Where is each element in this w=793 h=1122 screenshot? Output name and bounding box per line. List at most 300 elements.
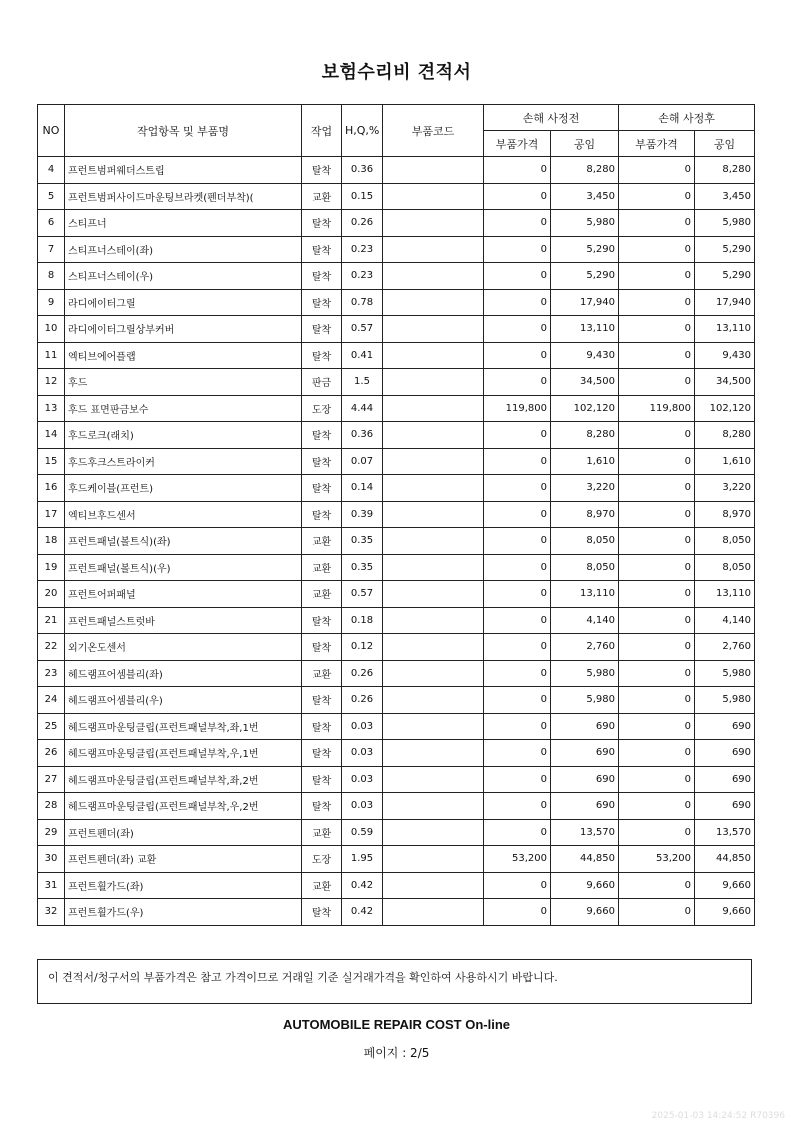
table-row: [38, 740, 755, 767]
row-no: 24: [38, 687, 65, 714]
row-labor-after: 5,980: [695, 660, 755, 687]
row-labor-before: 44,850: [551, 846, 619, 873]
row-hq: 1.5: [342, 369, 383, 396]
row-labor-after: 102,120: [695, 395, 755, 422]
row-work: 탈착: [302, 263, 342, 290]
row-hq: 0.59: [342, 819, 383, 846]
row-no: 4: [38, 157, 65, 184]
table-row: [38, 687, 755, 714]
row-item: 프런트휠가드(우): [65, 899, 302, 926]
row-item: 라디에이터그릴: [65, 289, 302, 316]
row-item: 프런트어퍼패널: [65, 581, 302, 608]
row-labor-before: 5,980: [551, 687, 619, 714]
row-labor-after: 5,980: [695, 687, 755, 714]
row-labor-after: 13,110: [695, 316, 755, 343]
table-row: [38, 607, 755, 634]
table-row: [38, 183, 755, 210]
row-work: 탈착: [302, 899, 342, 926]
row-no: 11: [38, 342, 65, 369]
row-no: 8: [38, 263, 65, 290]
row-part-code: [383, 740, 484, 767]
row-hq: 0.78: [342, 289, 383, 316]
row-work: 교환: [302, 581, 342, 608]
row-part-code: [383, 846, 484, 873]
table-row: [38, 793, 755, 820]
row-work: 탈착: [302, 793, 342, 820]
row-no: 18: [38, 528, 65, 555]
row-work: 탈착: [302, 687, 342, 714]
row-item: 헤드램프어셈블리(좌): [65, 660, 302, 687]
table-row: [38, 448, 755, 475]
row-hq: 0.57: [342, 581, 383, 608]
row-labor-before: 9,660: [551, 899, 619, 926]
row-labor-before: 690: [551, 793, 619, 820]
row-part-price-after: 0: [619, 819, 695, 846]
row-item: 프런트펜더(좌) 교환: [65, 846, 302, 873]
row-part-price-after: 119,800: [619, 395, 695, 422]
row-labor-before: 17,940: [551, 289, 619, 316]
row-part-price-before: 0: [484, 501, 551, 528]
table-row: [38, 554, 755, 581]
row-hq: 0.42: [342, 872, 383, 899]
row-part-price-before: 0: [484, 634, 551, 661]
row-part-code: [383, 634, 484, 661]
row-labor-after: 13,570: [695, 819, 755, 846]
row-no: 31: [38, 872, 65, 899]
row-hq: 4.44: [342, 395, 383, 422]
table-body: [38, 157, 755, 926]
row-hq: 0.26: [342, 660, 383, 687]
row-no: 14: [38, 422, 65, 449]
row-part-price-after: 0: [619, 210, 695, 237]
table-row: [38, 395, 755, 422]
row-part-price-after: 0: [619, 713, 695, 740]
row-hq: 1.95: [342, 846, 383, 873]
row-part-code: [383, 369, 484, 396]
row-labor-after: 8,280: [695, 157, 755, 184]
row-hq: 0.57: [342, 316, 383, 343]
row-work: 교환: [302, 554, 342, 581]
row-part-code: [383, 554, 484, 581]
row-part-price-before: 0: [484, 289, 551, 316]
header-hq: H,Q,%: [342, 105, 383, 157]
row-hq: 0.36: [342, 157, 383, 184]
row-labor-after: 17,940: [695, 289, 755, 316]
row-item: 프런트펜더(좌): [65, 819, 302, 846]
row-part-price-before: 0: [484, 660, 551, 687]
row-no: 32: [38, 899, 65, 926]
row-labor-before: 4,140: [551, 607, 619, 634]
row-work: 탈착: [302, 342, 342, 369]
row-part-price-before: 0: [484, 554, 551, 581]
row-labor-before: 1,610: [551, 448, 619, 475]
row-part-code: [383, 263, 484, 290]
row-part-code: [383, 687, 484, 714]
table-row: [38, 766, 755, 793]
row-labor-after: 8,280: [695, 422, 755, 449]
row-part-price-before: 0: [484, 581, 551, 608]
footer-brand: AUTOMOBILE REPAIR COST On-line: [282, 1017, 511, 1032]
row-part-price-after: 0: [619, 369, 695, 396]
row-part-price-after: 0: [619, 475, 695, 502]
row-part-code: [383, 395, 484, 422]
row-part-price-before: 0: [484, 793, 551, 820]
table-row: [38, 422, 755, 449]
row-work: 도장: [302, 395, 342, 422]
row-part-price-before: 0: [484, 369, 551, 396]
row-part-code: [383, 607, 484, 634]
row-part-price-after: 0: [619, 872, 695, 899]
row-item: 프런트휠가드(좌): [65, 872, 302, 899]
row-labor-before: 690: [551, 740, 619, 767]
row-labor-before: 5,290: [551, 263, 619, 290]
price-notice: 이 견적서/청구서의 부품가격은 참고 가격이므로 거래일 기준 실거래가격을 확인하여 사용하시기 바랍니다.: [37, 959, 752, 1004]
table-row: [38, 846, 755, 873]
row-part-code: [383, 289, 484, 316]
row-labor-after: 9,660: [695, 899, 755, 926]
row-item: 헤드램프마운팅클립(프런트패널부착,좌,2번: [65, 766, 302, 793]
row-item: 헤드램프마운팅클립(프런트패널부착,우,1번: [65, 740, 302, 767]
header-after-adjustment: 손해 사정후: [619, 105, 755, 131]
row-hq: 0.36: [342, 422, 383, 449]
table-row: [38, 210, 755, 237]
row-item: 스티프너스테이(좌): [65, 236, 302, 263]
row-part-price-after: 0: [619, 793, 695, 820]
row-hq: 0.42: [342, 899, 383, 926]
row-part-price-before: 0: [484, 475, 551, 502]
row-part-price-after: 0: [619, 289, 695, 316]
row-item: 프런트패널스트럿바: [65, 607, 302, 634]
row-hq: 0.26: [342, 210, 383, 237]
row-labor-before: 2,760: [551, 634, 619, 661]
row-labor-before: 3,450: [551, 183, 619, 210]
row-item: 후드케이블(프런트): [65, 475, 302, 502]
row-labor-before: 8,970: [551, 501, 619, 528]
row-no: 23: [38, 660, 65, 687]
row-part-price-before: 0: [484, 263, 551, 290]
row-part-code: [383, 448, 484, 475]
row-no: 15: [38, 448, 65, 475]
row-labor-after: 34,500: [695, 369, 755, 396]
row-labor-after: 5,980: [695, 210, 755, 237]
row-labor-after: 5,290: [695, 263, 755, 290]
header-work: 작업: [302, 105, 342, 157]
row-part-price-before: 0: [484, 342, 551, 369]
row-part-price-before: 0: [484, 713, 551, 740]
row-part-code: [383, 581, 484, 608]
row-part-price-before: 0: [484, 528, 551, 555]
row-no: 16: [38, 475, 65, 502]
row-hq: 0.18: [342, 607, 383, 634]
row-no: 17: [38, 501, 65, 528]
table-row: [38, 819, 755, 846]
row-work: 도장: [302, 846, 342, 873]
row-labor-after: 690: [695, 793, 755, 820]
row-labor-after: 4,140: [695, 607, 755, 634]
row-work: 탈착: [302, 740, 342, 767]
row-part-code: [383, 236, 484, 263]
row-part-code: [383, 528, 484, 555]
table-row: [38, 316, 755, 343]
row-part-price-after: 0: [619, 899, 695, 926]
row-no: 5: [38, 183, 65, 210]
row-no: 28: [38, 793, 65, 820]
row-no: 21: [38, 607, 65, 634]
row-part-code: [383, 872, 484, 899]
row-item: 프런트패널(볼트식)(우): [65, 554, 302, 581]
row-labor-after: 3,450: [695, 183, 755, 210]
table-row: [38, 289, 755, 316]
row-hq: 0.07: [342, 448, 383, 475]
row-item: 프런트패널(볼트식)(좌): [65, 528, 302, 555]
row-part-code: [383, 157, 484, 184]
row-labor-after: 13,110: [695, 581, 755, 608]
row-item: 후드후크스트라이커: [65, 448, 302, 475]
row-labor-before: 13,110: [551, 316, 619, 343]
row-item: 라디에이터그릴상부커버: [65, 316, 302, 343]
table-row: [38, 157, 755, 184]
table-row: [38, 501, 755, 528]
row-item: 헤드램프마운팅클립(프런트패널부착,좌,1번: [65, 713, 302, 740]
header-no: NO: [38, 105, 65, 157]
row-part-code: [383, 793, 484, 820]
row-part-code: [383, 819, 484, 846]
row-part-price-before: 53,200: [484, 846, 551, 873]
row-hq: 0.03: [342, 766, 383, 793]
header-part-price-after: 부품가격: [619, 131, 695, 157]
row-part-code: [383, 422, 484, 449]
row-part-code: [383, 183, 484, 210]
document-title: 보험수리비 견적서: [321, 62, 472, 83]
row-no: 12: [38, 369, 65, 396]
row-part-price-before: 0: [484, 819, 551, 846]
row-hq: 0.35: [342, 528, 383, 555]
table-row: [38, 342, 755, 369]
row-part-price-after: 0: [619, 422, 695, 449]
row-hq: 0.39: [342, 501, 383, 528]
row-labor-before: 13,110: [551, 581, 619, 608]
print-stamp: 2025-01-03 14:24:52 R70396: [651, 1111, 785, 1121]
row-item: 후드: [65, 369, 302, 396]
row-item: 스티프너: [65, 210, 302, 237]
row-labor-after: 44,850: [695, 846, 755, 873]
row-part-code: [383, 899, 484, 926]
row-labor-before: 34,500: [551, 369, 619, 396]
row-part-price-after: 0: [619, 236, 695, 263]
row-no: 13: [38, 395, 65, 422]
row-item: 엑티브후드센서: [65, 501, 302, 528]
row-part-price-after: 0: [619, 607, 695, 634]
row-hq: 0.15: [342, 183, 383, 210]
row-part-price-before: 0: [484, 740, 551, 767]
header-part-price-before: 부품가격: [484, 131, 551, 157]
row-hq: 0.03: [342, 793, 383, 820]
table-row: [38, 899, 755, 926]
row-part-code: [383, 342, 484, 369]
row-work: 탈착: [302, 289, 342, 316]
row-item: 프런트범퍼웨더스트립: [65, 157, 302, 184]
header-part-code: 부품코드: [383, 105, 484, 157]
row-part-price-after: 0: [619, 660, 695, 687]
row-item: 외기온도센서: [65, 634, 302, 661]
row-part-price-after: 0: [619, 687, 695, 714]
table-row: [38, 236, 755, 263]
row-work: 탈착: [302, 501, 342, 528]
row-part-price-after: 0: [619, 766, 695, 793]
row-hq: 0.14: [342, 475, 383, 502]
row-labor-after: 1,610: [695, 448, 755, 475]
row-no: 10: [38, 316, 65, 343]
table-row: [38, 581, 755, 608]
row-no: 9: [38, 289, 65, 316]
header-labor-before: 공임: [551, 131, 619, 157]
row-labor-before: 5,980: [551, 660, 619, 687]
row-part-price-after: 0: [619, 554, 695, 581]
row-work: 교환: [302, 819, 342, 846]
row-part-code: [383, 475, 484, 502]
row-labor-after: 5,290: [695, 236, 755, 263]
row-labor-before: 13,570: [551, 819, 619, 846]
row-labor-after: 9,660: [695, 872, 755, 899]
row-part-price-after: 0: [619, 316, 695, 343]
row-work: 탈착: [302, 475, 342, 502]
row-item: 후드로크(래치): [65, 422, 302, 449]
row-part-price-before: 0: [484, 448, 551, 475]
row-part-code: [383, 316, 484, 343]
row-part-price-after: 0: [619, 634, 695, 661]
row-work: 탈착: [302, 713, 342, 740]
row-part-code: [383, 713, 484, 740]
row-work: 탈착: [302, 316, 342, 343]
row-labor-before: 9,660: [551, 872, 619, 899]
row-labor-after: 8,970: [695, 501, 755, 528]
row-item: 프런트범퍼사이드마운팅브라켓(펜더부착)(: [65, 183, 302, 210]
row-labor-before: 690: [551, 766, 619, 793]
row-labor-before: 690: [551, 713, 619, 740]
row-no: 20: [38, 581, 65, 608]
row-labor-after: 8,050: [695, 554, 755, 581]
row-no: 29: [38, 819, 65, 846]
table-row: [38, 713, 755, 740]
row-hq: 0.35: [342, 554, 383, 581]
row-labor-after: 690: [695, 713, 755, 740]
row-part-price-before: 0: [484, 687, 551, 714]
row-part-price-after: 0: [619, 263, 695, 290]
row-labor-before: 5,980: [551, 210, 619, 237]
row-work: 교환: [302, 660, 342, 687]
row-part-price-before: 0: [484, 422, 551, 449]
row-part-price-after: 0: [619, 501, 695, 528]
row-part-price-before: 0: [484, 210, 551, 237]
row-item: 헤드램프마운팅클립(프런트패널부착,우,2번: [65, 793, 302, 820]
row-item: 엑티브에어플랩: [65, 342, 302, 369]
row-hq: 0.03: [342, 740, 383, 767]
row-part-price-after: 0: [619, 528, 695, 555]
header-before-adjustment: 손해 사정전: [484, 105, 619, 131]
header-item: 작업항목 및 부품명: [65, 105, 302, 157]
table-row: [38, 634, 755, 661]
row-no: 22: [38, 634, 65, 661]
row-work: 탈착: [302, 210, 342, 237]
row-no: 30: [38, 846, 65, 873]
row-item: 스티프너스테이(우): [65, 263, 302, 290]
row-labor-before: 9,430: [551, 342, 619, 369]
row-work: 탈착: [302, 448, 342, 475]
table-row: [38, 263, 755, 290]
table-row: [38, 475, 755, 502]
row-labor-before: 102,120: [551, 395, 619, 422]
row-work: 탈착: [302, 766, 342, 793]
row-labor-after: 690: [695, 766, 755, 793]
row-part-price-before: 0: [484, 157, 551, 184]
row-hq: 0.12: [342, 634, 383, 661]
row-part-price-after: 0: [619, 448, 695, 475]
row-work: 탈착: [302, 422, 342, 449]
row-part-price-before: 0: [484, 236, 551, 263]
row-labor-before: 8,280: [551, 157, 619, 184]
row-part-code: [383, 660, 484, 687]
row-work: 탈착: [302, 607, 342, 634]
row-labor-before: 5,290: [551, 236, 619, 263]
row-hq: 0.26: [342, 687, 383, 714]
row-part-price-after: 0: [619, 740, 695, 767]
row-hq: 0.03: [342, 713, 383, 740]
row-labor-after: 3,220: [695, 475, 755, 502]
row-labor-after: 8,050: [695, 528, 755, 555]
row-part-price-before: 0: [484, 872, 551, 899]
row-labor-after: 690: [695, 740, 755, 767]
row-part-price-after: 53,200: [619, 846, 695, 873]
row-part-price-before: 0: [484, 766, 551, 793]
row-work: 판금: [302, 369, 342, 396]
row-part-code: [383, 210, 484, 237]
row-work: 탈착: [302, 634, 342, 661]
row-no: 7: [38, 236, 65, 263]
row-no: 19: [38, 554, 65, 581]
row-part-price-after: 0: [619, 157, 695, 184]
row-work: 탈착: [302, 157, 342, 184]
table-row: [38, 872, 755, 899]
row-hq: 0.23: [342, 236, 383, 263]
estimate-table: [37, 104, 755, 926]
row-part-price-after: 0: [619, 342, 695, 369]
row-part-price-before: 119,800: [484, 395, 551, 422]
row-part-code: [383, 766, 484, 793]
row-work: 교환: [302, 183, 342, 210]
row-no: 6: [38, 210, 65, 237]
row-work: 교환: [302, 872, 342, 899]
row-part-price-before: 0: [484, 899, 551, 926]
row-no: 26: [38, 740, 65, 767]
row-labor-before: 8,280: [551, 422, 619, 449]
row-hq: 0.41: [342, 342, 383, 369]
table-row: [38, 528, 755, 555]
row-part-code: [383, 501, 484, 528]
row-item: 헤드램프어셈블리(우): [65, 687, 302, 714]
row-work: 교환: [302, 528, 342, 555]
row-part-price-after: 0: [619, 183, 695, 210]
row-work: 탈착: [302, 236, 342, 263]
table-row: [38, 369, 755, 396]
row-part-price-before: 0: [484, 607, 551, 634]
row-part-price-after: 0: [619, 581, 695, 608]
row-labor-before: 3,220: [551, 475, 619, 502]
page-number: 페이지 : 2/5: [363, 1046, 430, 1060]
row-labor-before: 8,050: [551, 528, 619, 555]
row-part-price-before: 0: [484, 183, 551, 210]
table-row: [38, 660, 755, 687]
row-no: 27: [38, 766, 65, 793]
